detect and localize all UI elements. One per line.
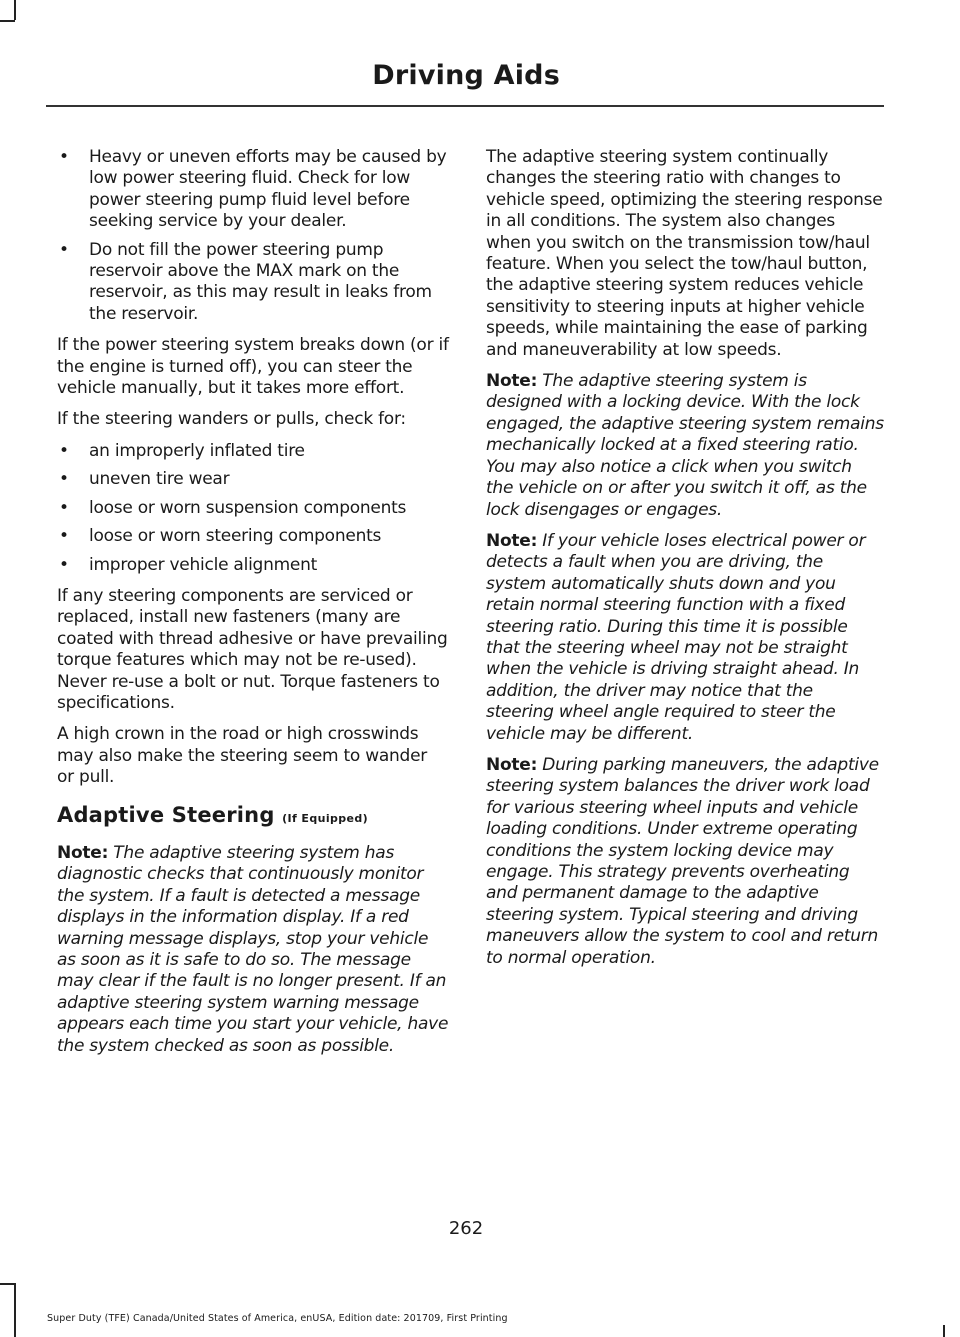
crop-mark-top-left-vertical — [14, 0, 16, 20]
section-heading — [57, 802, 449, 829]
bullet-icon: • — [59, 526, 69, 547]
crop-mark-bottom-left-vertical — [14, 1283, 16, 1337]
crop-mark-top-left-horizontal — [0, 20, 15, 22]
page-title: Driving Aids — [372, 60, 560, 91]
note-text: The adaptive steering system has diagnostic checks that continuously monitor the system. If a fault is detected a message displays in the information display. If a red warning message displays, stop your vehicle as soon as it is safe to do so. The message may clear if the fault is no longer present. If an adaptive steering system warning message appears each time you start your vehicle, have the system checked as soon as possible. — [57, 842, 449, 1056]
note-label: Note: — [486, 754, 538, 775]
paragraph: If any steering components are serviced or replaced, install new fasteners (many are coated with thread adhesive or have prevailing torque features which may not be re-used). Never re-use a bolt or nut. Torque fasteners to specifications. — [57, 585, 448, 713]
list-item: • uneven tire wear — [59, 469, 230, 490]
list-item: • loose or worn suspension components — [59, 497, 407, 518]
paragraph: A high crown in the road or high crosswinds may also make the steering seem to wander or pull. — [57, 724, 428, 788]
list-item: • Heavy or uneven efforts may be caused by low power steering fluid. Check for low power steering pump fluid level before seeking service by your dealer. — [59, 147, 447, 232]
note-label: Note: — [486, 530, 538, 551]
note-text: During parking maneuvers, the adaptive steering system balances the driver work load for various steering wheel inputs and vehicle loading conditions. Under extreme operating conditions the system locking device may engage. This strategy prevents overheating and permanent damage to the adaptive steering system. Typical steering and driving maneuvers allow the system to cool and return to normal operation. — [486, 754, 879, 968]
footer-edition-info: Super Duty (TFE) Canada/United States of America, enUSA, Edition date: 201709, First Printing — [47, 1313, 508, 1324]
bullet-icon: • — [59, 469, 69, 490]
bullet-icon: • — [59, 497, 69, 518]
paragraph: If the steering wanders or pulls, check for: — [57, 409, 406, 430]
crop-mark-bottom-right-vertical — [943, 1325, 945, 1337]
section-qualifier: (If Equipped) — [282, 811, 369, 825]
note — [486, 531, 884, 745]
note-text: The adaptive steering system is designed with a locking device. With the lock engaged, the adaptive steering system remains mechanically locked at a fixed steering ratio. You may also notice a click when you switch the vehicle on or after you switch it off, as the lock disengages or engages. — [486, 371, 884, 520]
steering-check-bullet-list — [57, 441, 449, 576]
list-item: • improper vehicle alignment — [59, 554, 318, 575]
list-item: • an improperly inflated tire — [59, 440, 305, 461]
crop-mark-bottom-left-horizontal — [0, 1283, 15, 1285]
bullet-icon: • — [59, 440, 69, 461]
bullet-icon: • — [59, 147, 69, 167]
bullet-icon: • — [59, 239, 69, 260]
paragraph: The adaptive steering system continually changes the steering ratio with changes to vehicle speed, optimizing the steering response in all conditions. The system also changes when you switch on the transmission tow/haul feature. When you select the tow/haul button, the adaptive steering system reduces vehicle sensitivity to steering inputs at higher vehicle speeds, while maintaining the ease of parking and maneuverability at low speeds. — [486, 147, 883, 360]
paragraph: If the power steering system breaks down (or if the engine is turned off), you can steer the vehicle manually, but it takes more effort. — [57, 335, 449, 399]
bullet-icon: • — [59, 554, 69, 575]
list-item: • loose or worn steering components — [59, 526, 382, 547]
note-label: Note: — [486, 371, 538, 392]
note — [486, 371, 884, 521]
right-column — [486, 147, 884, 979]
note — [486, 755, 884, 969]
header-divider — [46, 105, 884, 107]
note-label: Note: — [57, 842, 109, 863]
note — [57, 843, 449, 1057]
left-column — [57, 147, 449, 1067]
section-heading-text: Adaptive Steering — [57, 802, 275, 827]
power-steering-bullet-list — [57, 147, 449, 325]
list-item: • Do not fill the power steering pump reservoir above the MAX mark on the reservoir, as this may result in leaks from the reservoir. — [59, 239, 432, 324]
note-text: If your vehicle loses electrical power or detects a fault when you are driving, the system automatically shuts down and you retain normal steering function with a fixed steering ratio. During this time it is possible that the steering wheel may not be straight when the vehicle is driving straight ahead. In addition, the driver may notice that the steering wheel angle required to steer the vehicle may be different. — [486, 530, 866, 744]
page-number: 262 — [448, 1218, 484, 1239]
